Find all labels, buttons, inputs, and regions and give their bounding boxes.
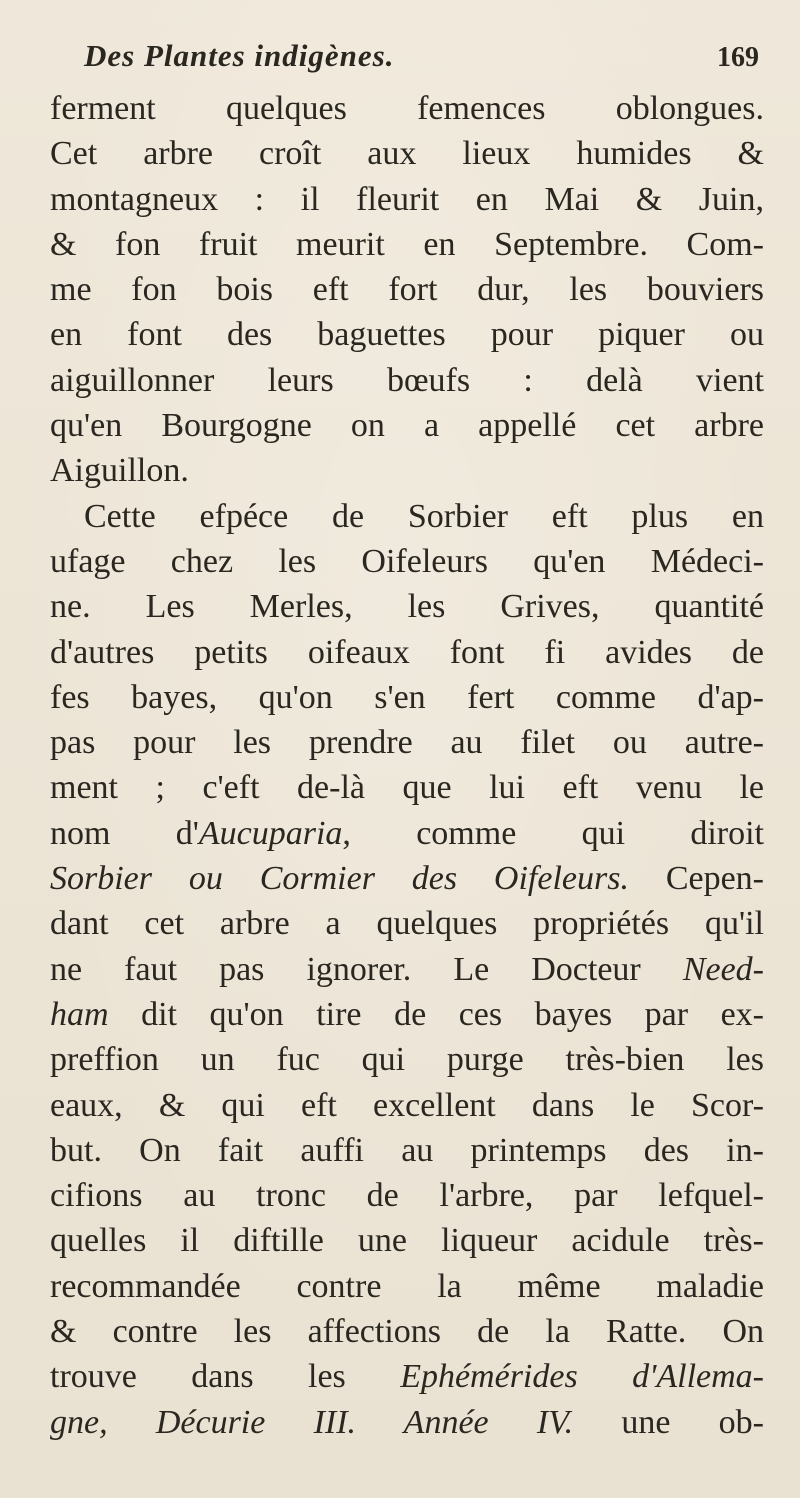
text-line: [50, 1400, 764, 1445]
body-text: [50, 86, 764, 1445]
text-line: en font des baguettes pour piquer ou: [50, 316, 764, 354]
text-run: nom d': [50, 814, 199, 852]
text-line: & contre les affections de la Ratte. On: [50, 1313, 764, 1351]
text-run: une ob-: [573, 1403, 764, 1441]
text-run: dit qu'on tire de ces bayes par ex-: [108, 995, 764, 1033]
text-line: eaux, & qui eft excellent dans le Scor-: [50, 1086, 764, 1124]
text-line: dant cet arbre a quelques propriétés qu'il: [50, 905, 764, 943]
text-line: ferment quelques femences oblongues.: [50, 90, 764, 127]
italic-term: ham: [50, 995, 109, 1033]
text-line: pas pour les prendre au filet ou autre-: [50, 724, 764, 762]
text-line: ufage chez les Oifeleurs qu'en Médeci-: [50, 542, 764, 580]
text-line: [50, 992, 764, 1037]
text-line: recommandée contre la même maladie: [50, 1267, 764, 1305]
text-line: cifions au tronc de l'arbre, par lefquel-: [50, 1177, 764, 1215]
text-line: & fon fruit meurit en Septembre. Com-: [50, 225, 764, 263]
text-line: but. On fait auffi au printemps des in-: [50, 1131, 764, 1169]
text-line: Cet arbre croît aux lieux humides &: [50, 135, 764, 173]
text-line: quelles il diftille une liqueur acidule très-: [50, 1222, 764, 1260]
text-run: trouve dans les: [50, 1358, 401, 1396]
text-line: preffion un fuc qui purge très-bien les: [50, 1041, 764, 1079]
text-run: Cepen-: [628, 860, 764, 898]
text-line: ment ; c'eft de-là que lui eft venu le: [50, 769, 764, 807]
italic-term: Need-: [682, 950, 764, 988]
text-run: ne faut pas ignorer. Le Docteur: [50, 950, 683, 988]
running-head: [84, 38, 759, 88]
text-line: d'autres petits oifeaux font fi avides de: [50, 633, 764, 671]
text-line: [50, 947, 764, 992]
paragraph-start-line: Cette efpéce de Sorbier eft plus en: [84, 497, 764, 535]
page-number: 169: [717, 42, 759, 73]
italic-term: Sorbier ou Cormier des Oifeleurs.: [50, 860, 629, 898]
text-line: [50, 1354, 764, 1399]
text-line: [50, 856, 764, 901]
text-line: ne. Les Merles, les Grives, quantité: [50, 588, 764, 626]
text-line: montagneux : il fleurit en Mai & Juin,: [50, 180, 764, 218]
text-line: Aiguillon.: [50, 452, 189, 490]
italic-term: Aucuparia: [198, 814, 343, 852]
text-line: fes bayes, qu'on s'en fert comme d'ap-: [50, 678, 764, 716]
text-line: aiguillonner leurs bœufs : delà vient: [50, 361, 764, 399]
italic-term: Ephémérides d'Allema-: [400, 1358, 764, 1396]
running-head-title: Des Plantes indigènes.: [84, 38, 395, 73]
text-line: qu'en Bourgogne on a appellé cet arbre: [50, 407, 764, 445]
text-line: me fon bois eft fort dur, les bouviers: [50, 271, 764, 309]
italic-term: gne, Décurie III. Année IV.: [50, 1403, 574, 1441]
text-line: [50, 811, 764, 856]
text-run: , comme qui diroit: [342, 814, 764, 852]
